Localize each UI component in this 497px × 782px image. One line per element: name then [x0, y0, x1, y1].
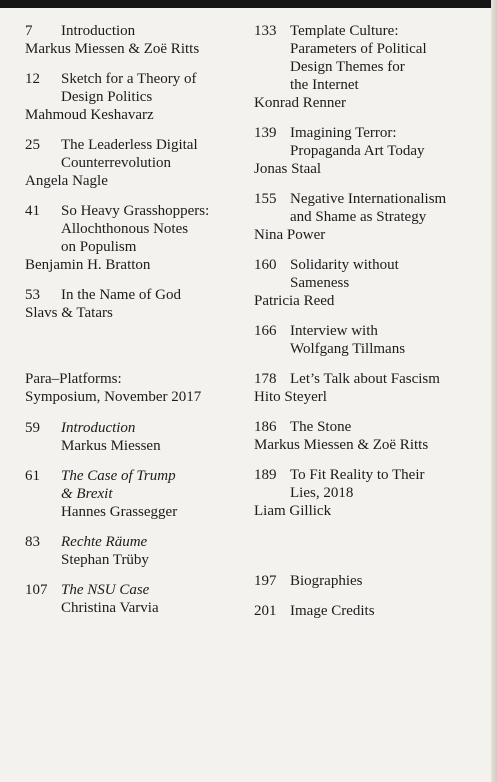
toc-entry-title: [61, 467, 245, 521]
toc-title-line: The Stone: [290, 419, 352, 435]
toc-title-line: Counterrevolution: [61, 155, 171, 171]
toc-back-matter-entry: [254, 572, 486, 590]
toc-entry: [254, 256, 486, 310]
toc-entry-title: [61, 286, 245, 304]
toc-page-number: 178: [254, 371, 277, 387]
toc-right-column: [254, 22, 486, 632]
toc-title-line: Interview with: [290, 323, 378, 339]
toc-page-number: 59: [25, 420, 40, 436]
toc-entry-author: Nina Power: [254, 227, 326, 243]
toc-title-line: on Populism: [61, 239, 137, 255]
toc-entry-title-row: [254, 190, 486, 226]
toc-entry-title: [290, 322, 486, 358]
toc-left-column: [25, 22, 245, 629]
toc-title-line: Introduction: [61, 23, 136, 39]
toc-entry-title-row: [254, 124, 486, 160]
toc-title-line: Let’s Talk about Fascism: [290, 371, 440, 387]
toc-entry-title-row: [254, 602, 486, 620]
toc-entry: [254, 322, 486, 358]
toc-entry: [254, 190, 486, 244]
symposium-heading-line2: Symposium, November 2017: [25, 389, 202, 405]
page-right-edge: [491, 0, 497, 782]
toc-entry-title: [290, 418, 486, 436]
toc-page-number: 53: [25, 287, 40, 303]
toc-entry-title: [61, 419, 245, 455]
toc-entry-title-row: [25, 70, 245, 106]
toc-page-number: 139: [254, 125, 277, 141]
toc-entry: [25, 581, 245, 617]
toc-entry-title-row: [25, 202, 245, 256]
symposium-heading-line1: Para–Platforms:: [25, 371, 122, 387]
toc-title-line: Rechte Räume: [61, 534, 148, 550]
page-top-edge: [0, 0, 497, 8]
toc-title-line: the Internet: [290, 77, 359, 93]
toc-title-line: Design Politics: [61, 89, 153, 105]
toc-entry: [254, 124, 486, 178]
toc-entry-author: Hannes Grassegger: [61, 504, 178, 520]
toc-page-number: 12: [25, 71, 40, 87]
toc-entry-title: [61, 136, 245, 172]
toc-entry-title-row: [25, 419, 245, 455]
toc-entry-author: Markus Miessen & Zoë Ritts: [25, 41, 200, 57]
toc-entry-author: Patricia Reed: [254, 293, 335, 309]
toc-title-line: To Fit Reality to Their: [290, 467, 425, 483]
toc-page-number: 133: [254, 23, 277, 39]
toc-entry-author: Hito Steyerl: [254, 389, 327, 405]
toc-entry-title-row: [254, 572, 486, 590]
toc-entry-title-row: [25, 533, 245, 569]
toc-entry: [25, 467, 245, 521]
toc-entry-title-row: [254, 466, 486, 502]
toc-entry: [25, 533, 245, 569]
toc-back-matter-entry: [254, 602, 486, 620]
toc-title-line: Lies, 2018: [290, 485, 354, 501]
toc-entry-title-row: [25, 286, 245, 304]
toc-title-line: Negative Internationalism: [290, 191, 447, 207]
toc-entry-title: [290, 370, 486, 388]
toc-entry-title: [290, 466, 486, 502]
toc-page-number: 166: [254, 323, 277, 339]
toc-title-line: Imagining Terror:: [290, 125, 397, 141]
right-entries: [254, 22, 486, 520]
toc-title-line: Allochthonous Notes: [61, 221, 189, 237]
toc-entry-author: Angela Nagle: [25, 173, 108, 189]
toc-page-number: 61: [25, 468, 40, 484]
toc-entry-title-row: [254, 418, 486, 436]
toc-page-number: 25: [25, 137, 40, 153]
toc-page-number: 7: [25, 23, 33, 39]
toc-entry-author: Konrad Renner: [254, 95, 347, 111]
toc-entry-title-row: [25, 136, 245, 172]
toc-entry: [25, 22, 245, 58]
toc-title-line: Sameness: [290, 275, 350, 291]
symposium-heading: [25, 370, 245, 406]
toc-entry-author: Liam Gillick: [254, 503, 332, 519]
toc-page-number: 41: [25, 203, 40, 219]
toc-title-line: & Brexit: [61, 486, 113, 502]
toc-entry-title-row: [254, 322, 486, 358]
toc-page-number: 83: [25, 534, 40, 550]
toc-title-line: The Leaderless Digital: [61, 137, 198, 153]
symposium-entries: [25, 419, 245, 617]
toc-entry-author: Mahmoud Keshavarz: [25, 107, 154, 123]
toc-entry-title-row: [254, 256, 486, 292]
toc-title-line: The NSU Case: [61, 582, 150, 598]
toc-title-line: So Heavy Grasshoppers:: [61, 203, 210, 219]
toc-title-line: Introduction: [61, 420, 136, 436]
back-matter: [254, 572, 486, 620]
toc-title-line: In the Name of God: [61, 287, 181, 303]
toc-title-line: and Shame as Strategy: [290, 209, 427, 225]
toc-title-line: Parameters of Political: [290, 41, 427, 57]
toc-entry-title: [61, 22, 245, 40]
toc-page-number: 189: [254, 467, 277, 483]
toc-entry-title-row: [25, 581, 245, 617]
toc-entry-author: Jonas Staal: [254, 161, 322, 177]
toc-entry-author: Markus Miessen: [61, 438, 161, 454]
toc-entry-title-row: [254, 370, 486, 388]
toc-title-line: Template Culture:: [290, 23, 399, 39]
toc-entry-author: Benjamin H. Bratton: [25, 257, 151, 273]
toc-entry-title: [61, 202, 245, 256]
toc-entry: [25, 136, 245, 190]
toc-title-line: Wolfgang Tillmans: [290, 341, 406, 357]
toc-entry-title-row: [254, 22, 486, 94]
toc-entry: [25, 202, 245, 274]
toc-entry-title: [61, 581, 245, 617]
toc-entry-title: Image Credits: [290, 603, 375, 619]
toc-page-number: 160: [254, 257, 277, 273]
toc-title-line: Solidarity without: [290, 257, 399, 273]
toc-entry-title: [290, 256, 486, 292]
toc-entry-author: Stephan Trüby: [61, 552, 149, 568]
toc-entry-author: Markus Miessen & Zoë Ritts: [254, 437, 429, 453]
toc-title-line: Sketch for a Theory of: [61, 71, 197, 87]
toc-page-number: 186: [254, 419, 277, 435]
toc-page-number: 201: [254, 603, 277, 619]
left-entries: [25, 22, 245, 322]
toc-entry-title: [61, 533, 245, 569]
toc-page-number: 155: [254, 191, 277, 207]
toc-entry-title: [290, 124, 486, 160]
toc-entry: [25, 286, 245, 322]
toc-entry-title-row: [25, 467, 245, 521]
toc-entry: [254, 466, 486, 520]
toc-entry-title-row: [25, 22, 245, 40]
toc-title-line: The Case of Trump: [61, 468, 176, 484]
toc-entry-title: [61, 70, 245, 106]
toc-page-number: 107: [25, 582, 48, 598]
toc-entry-title: Biographies: [290, 573, 363, 589]
toc-entry-title: [290, 22, 486, 94]
toc-entry-author: Christina Varvia: [61, 600, 159, 616]
toc-title-line: Design Themes for: [290, 59, 405, 75]
toc-entry: [25, 70, 245, 124]
toc-entry: [254, 370, 486, 406]
spacer: [254, 532, 486, 572]
toc-page-number: 197: [254, 573, 277, 589]
toc-entry: [254, 22, 486, 112]
toc-entry-author: Slavs & Tatars: [25, 305, 113, 321]
toc-title-line: Propaganda Art Today: [290, 143, 425, 159]
toc-entry-title: [290, 190, 486, 226]
toc-entry: [254, 418, 486, 454]
toc-entry: [25, 419, 245, 455]
